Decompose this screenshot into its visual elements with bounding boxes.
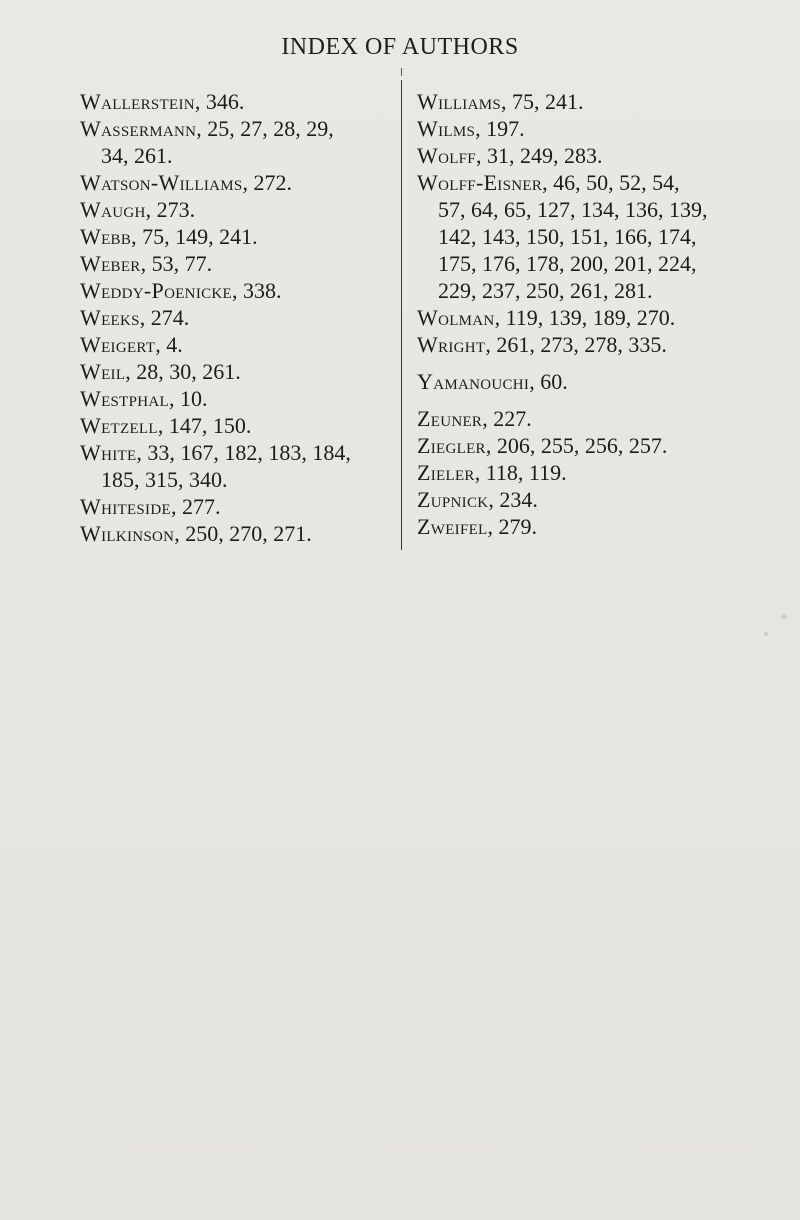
index-entry: Wallerstein, 346. xyxy=(80,89,245,114)
page-refs-continued: 34, 261. xyxy=(101,143,173,168)
page-refs: 75, 149, 241. xyxy=(142,224,258,249)
author-name: Zeuner xyxy=(417,406,483,431)
author-name: Wolff xyxy=(417,143,476,168)
left-column xyxy=(80,88,390,547)
index-entry: Wilms, 197. xyxy=(417,116,525,141)
author-name: Weeks xyxy=(80,305,140,330)
author-name: Weddy-Poenicke xyxy=(80,278,233,303)
page-refs-continued: 57, 64, 65, 127, 134, 136, 139, xyxy=(438,197,708,222)
page-refs: 272. xyxy=(253,170,293,195)
page-refs: 274. xyxy=(150,305,190,330)
index-entry: Weber, 53, 77. xyxy=(80,251,213,276)
index-entry: Wassermann, 25, 27, 28, 29, 34, 261. xyxy=(80,115,390,169)
author-name: Wright xyxy=(417,332,486,357)
index-entry: Williams, 75, 241. xyxy=(417,89,584,114)
index-entry: Wolff, 31, 249, 283. xyxy=(417,143,603,168)
author-name: Weil xyxy=(80,359,126,384)
page-refs: 273. xyxy=(156,197,196,222)
index-entry: Zweifel, 279. xyxy=(417,514,538,539)
page-refs: 206, 255, 256, 257. xyxy=(496,433,668,458)
author-name: Wilkinson xyxy=(80,521,175,546)
paper-smudge xyxy=(781,614,787,619)
author-name: Wilms xyxy=(417,116,476,141)
index-entry: Wright, 261, 273, 278, 335. xyxy=(417,332,667,357)
page-refs: 338. xyxy=(243,278,282,303)
page-refs: 277. xyxy=(181,494,221,519)
page-refs: 227. xyxy=(493,406,532,431)
index-entry: White, 33, 167, 182, 183, 184, 185, 315, 340. xyxy=(80,439,390,493)
page-refs: 147, 150. xyxy=(168,413,252,438)
right-column xyxy=(417,88,757,540)
index-entry: Waugh, 273. xyxy=(80,197,196,222)
page-refs: 197. xyxy=(486,116,525,141)
index-entry: Webb, 75, 149, 241. xyxy=(80,224,258,249)
page-refs: 60. xyxy=(540,369,568,394)
page-refs: 118, 119. xyxy=(485,460,567,485)
author-name: Watson-Williams xyxy=(80,170,243,195)
author-name: Weigert xyxy=(80,332,156,357)
paper-smudge xyxy=(764,632,768,636)
author-name: Zupnick xyxy=(417,487,489,512)
page-refs: 119, 139, 189, 270. xyxy=(505,305,676,330)
page-refs: 346. xyxy=(205,89,245,114)
page-refs-continued: 229, 237, 250, 261, 281. xyxy=(438,278,653,303)
index-entry: Weddy-Poenicke, 338. xyxy=(80,278,282,303)
page-title: INDEX OF AUTHORS xyxy=(281,34,519,60)
index-entry: Whiteside, 277. xyxy=(80,494,221,519)
author-name: Yamanouchi xyxy=(417,369,530,394)
author-name: Zweifel xyxy=(417,514,488,539)
index-entry: Zupnick, 234. xyxy=(417,487,538,512)
letter-group-gap xyxy=(417,358,757,368)
letter-group-gap xyxy=(417,395,757,405)
page-refs: 75, 241. xyxy=(512,89,584,114)
page-refs: 46, 50, 52, 54, xyxy=(553,170,680,195)
author-name: Webb xyxy=(80,224,132,249)
index-entry: Westphal, 10. xyxy=(80,386,208,411)
author-name: Waugh xyxy=(80,197,146,222)
page-refs: 261, 273, 278, 335. xyxy=(496,332,667,357)
author-name: Ziegler xyxy=(417,433,486,458)
index-entry: Wilkinson, 250, 270, 271. xyxy=(80,521,312,546)
index-entry: Watson-Williams, 272. xyxy=(80,170,293,195)
author-name: Whiteside xyxy=(80,494,171,519)
index-entry: Ziegler, 206, 255, 256, 257. xyxy=(417,433,668,458)
page-refs: 31, 249, 283. xyxy=(486,143,603,168)
author-name: Wassermann xyxy=(80,116,197,141)
index-entry: Wetzell, 147, 150. xyxy=(80,413,252,438)
page-refs: 279. xyxy=(498,514,538,539)
index-entry: Weigert, 4. xyxy=(80,332,183,357)
page-refs-continued: 175, 176, 178, 200, 201, 224, xyxy=(438,251,697,276)
author-name: Westphal xyxy=(80,386,170,411)
page-refs: 33, 167, 182, 183, 184, xyxy=(147,440,351,465)
author-name: Wallerstein xyxy=(80,89,195,114)
page-refs: 10. xyxy=(180,386,208,411)
index-entry: Weil, 28, 30, 261. xyxy=(80,359,241,384)
author-name: Weber xyxy=(80,251,141,276)
page-refs: 234. xyxy=(499,487,538,512)
page-refs: 25, 27, 28, 29, xyxy=(207,116,334,141)
index-entry: Wolman, 119, 139, 189, 270. xyxy=(417,305,676,330)
page-refs: 53, 77. xyxy=(151,251,213,276)
author-name: Wolff-Eisner xyxy=(417,170,543,195)
author-name: White xyxy=(80,440,137,465)
page-refs: 250, 270, 271. xyxy=(185,521,312,546)
author-name: Zieler xyxy=(417,460,475,485)
column-divider xyxy=(401,80,402,550)
index-entry: Zeuner, 227. xyxy=(417,406,532,431)
author-name: Williams xyxy=(417,89,501,114)
page-refs: 28, 30, 261. xyxy=(136,359,241,384)
index-entry: Yamanouchi, 60. xyxy=(417,369,568,394)
index-entry: Zieler, 118, 119. xyxy=(417,460,567,485)
column-divider-tick xyxy=(401,68,402,76)
author-name: Wetzell xyxy=(80,413,158,438)
page-refs-continued: 185, 315, 340. xyxy=(101,467,228,492)
page-refs-continued: 142, 143, 150, 151, 166, 174, xyxy=(438,224,697,249)
author-name: Wolman xyxy=(417,305,495,330)
index-entry: Weeks, 274. xyxy=(80,305,190,330)
page-refs: 4. xyxy=(166,332,183,357)
index-entry: Wolff-Eisner, 46, 50, 52, 54, 57, 64, 65, 127, 134, 136, 139, 142, 143, 150, 151, 166, 174, 175, 176, 178, 200, 201, 224, 229, 237, 250, 261, 281. xyxy=(417,169,757,304)
